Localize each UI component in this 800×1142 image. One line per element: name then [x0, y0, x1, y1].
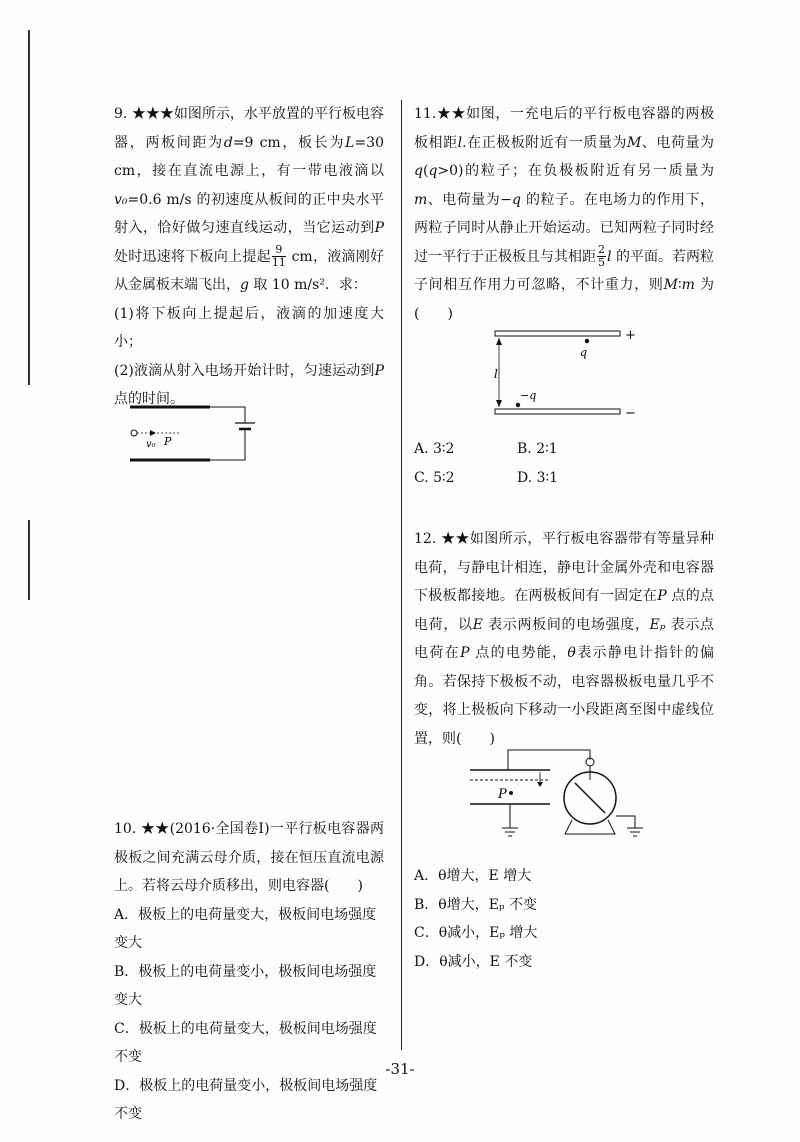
q12-label-P: P [498, 787, 507, 802]
q10-option-a: A．极板上的电荷量变大，极板间电场强度变大 [114, 906, 377, 951]
q12-arrow-head [537, 782, 543, 787]
q9-label-v0: v₀ [146, 439, 156, 450]
q11-options [414, 435, 714, 492]
question-12 [414, 525, 714, 753]
q11-option-b: B. 2∶1 [517, 441, 558, 457]
q12-point-charge [509, 791, 513, 795]
q10-option-d: D．极板上的电荷量变小，极板间电场强度不变 [114, 1077, 378, 1122]
q12-ground-wire-right [616, 816, 635, 828]
q11-positive-plate [495, 331, 620, 336]
q11-label-l: l [494, 367, 498, 381]
q11-label-negq: −q [520, 389, 537, 402]
q12-options [414, 862, 714, 976]
q9-wire-top [210, 407, 245, 423]
q10-option-b: B．极板上的电荷量变小，极板间电场强度变大 [114, 963, 377, 1008]
q11-figure [480, 325, 640, 425]
q12-figure [460, 738, 660, 848]
fraction-9-11: $\frac{9}{11}$ [271, 243, 286, 269]
q11-arrow-down [496, 400, 502, 407]
q9-droplet [131, 430, 137, 436]
q11-negative-plate [495, 409, 620, 414]
q12-wire [508, 750, 590, 770]
q9-figure [120, 385, 280, 485]
q9-label-P: P [164, 435, 172, 448]
q11-label-plus: + [625, 328, 636, 343]
q10-stem: 10. ★★(2016·全国卷Ⅰ)一平行板电容器两极板之间充满云母介质，接在恒压直流电源上。若将云母介质移出，则电容器( ) [114, 821, 384, 894]
binding-line-lower [28, 520, 30, 600]
q11-label-minus: − [625, 406, 636, 421]
q11-option-c: C. 5∶2 [414, 469, 455, 486]
fraction-2-5: $\frac{2}{5}$ [598, 243, 606, 269]
question-11 [414, 100, 714, 328]
q11-arrow-up [496, 338, 502, 345]
q9-wire-bottom [210, 429, 245, 460]
q12-option-c: C．θ减小，Eₚ 增大 [414, 925, 538, 941]
q12-electroscope-needle [575, 783, 605, 813]
q11-stem: 11.★★如图，一充电后的平行板电容器的两极板相距l.在正极板附近有一质量为M、电荷量为q(q>0)的粒子；在负极板附近有另一质量为m、电荷量为−q 的粒子。在电场力的作用下，两粒子同时从静止开始运动。已知两粒子同时经过一平行于正极板且与其相距 $\frac{2}{5}$ l 的平面。若两粒子间相互作用力可忽略，不计重力，则M∶m 为( ) [414, 106, 715, 322]
q9-sub1: (1)将下板向上提起后，液滴的加速度大小； [114, 305, 384, 350]
q12-electroscope-base [565, 820, 615, 834]
q9-stem: 9. ★★★如图所示，水平放置的平行板电容器，两板间距为d=9 cm，板长为L=30 cm，接在直流电源上，有一带电液滴以v₀=0.6 m/s 的初速度从板间的正中央水平射入，恰好做匀速直线运动，当它运动到P 处时迅速将下板向上提起 $\frac{9}{11}$ cm，液滴刚好从金属板末端飞出，g 取 10 m/s²．求： [114, 106, 385, 293]
q11-option-a: A. 3∶2 [414, 441, 455, 457]
q11-particle-negq [516, 403, 520, 407]
q9-sub2: (2)液滴从射入电场开始计时，匀速运动到P 点的时间。 [114, 362, 384, 407]
question-10 [114, 815, 384, 1129]
question-9 [114, 100, 384, 414]
q12-option-a: A．θ增大，E 增大 [414, 868, 532, 884]
column-divider [401, 100, 402, 1050]
q10-option-c: C．极板上的电荷量变大，极板间电场强度不变 [114, 1020, 377, 1065]
q12-stem: 12. ★★如图所示，平行板电容器带有等量异种电荷，与静电计相连，静电计金属外壳和电容器下极板都接地。在两极板间有一固定在P 点的点电荷，以E 表示两板间的电场强度，Eₚ 表示点电荷在P 点的电势能，θ表示静电计指针的偏角。若保持下极板不动，电容器极板电量几乎不变，将上极板向下移动一小段距离至图中虚线位置，则( ) [414, 531, 715, 747]
q11-particle-q [585, 339, 589, 343]
q9-arrow [150, 430, 156, 436]
q11-option-d: D. 3∶1 [517, 469, 559, 486]
q11-label-q: q [580, 346, 588, 359]
q12-option-d: D．θ减小，E 不变 [414, 953, 533, 970]
page-number: -31- [385, 1060, 415, 1078]
q12-option-b: B．θ增大，Eₚ 不变 [414, 896, 537, 913]
binding-line [28, 30, 30, 385]
